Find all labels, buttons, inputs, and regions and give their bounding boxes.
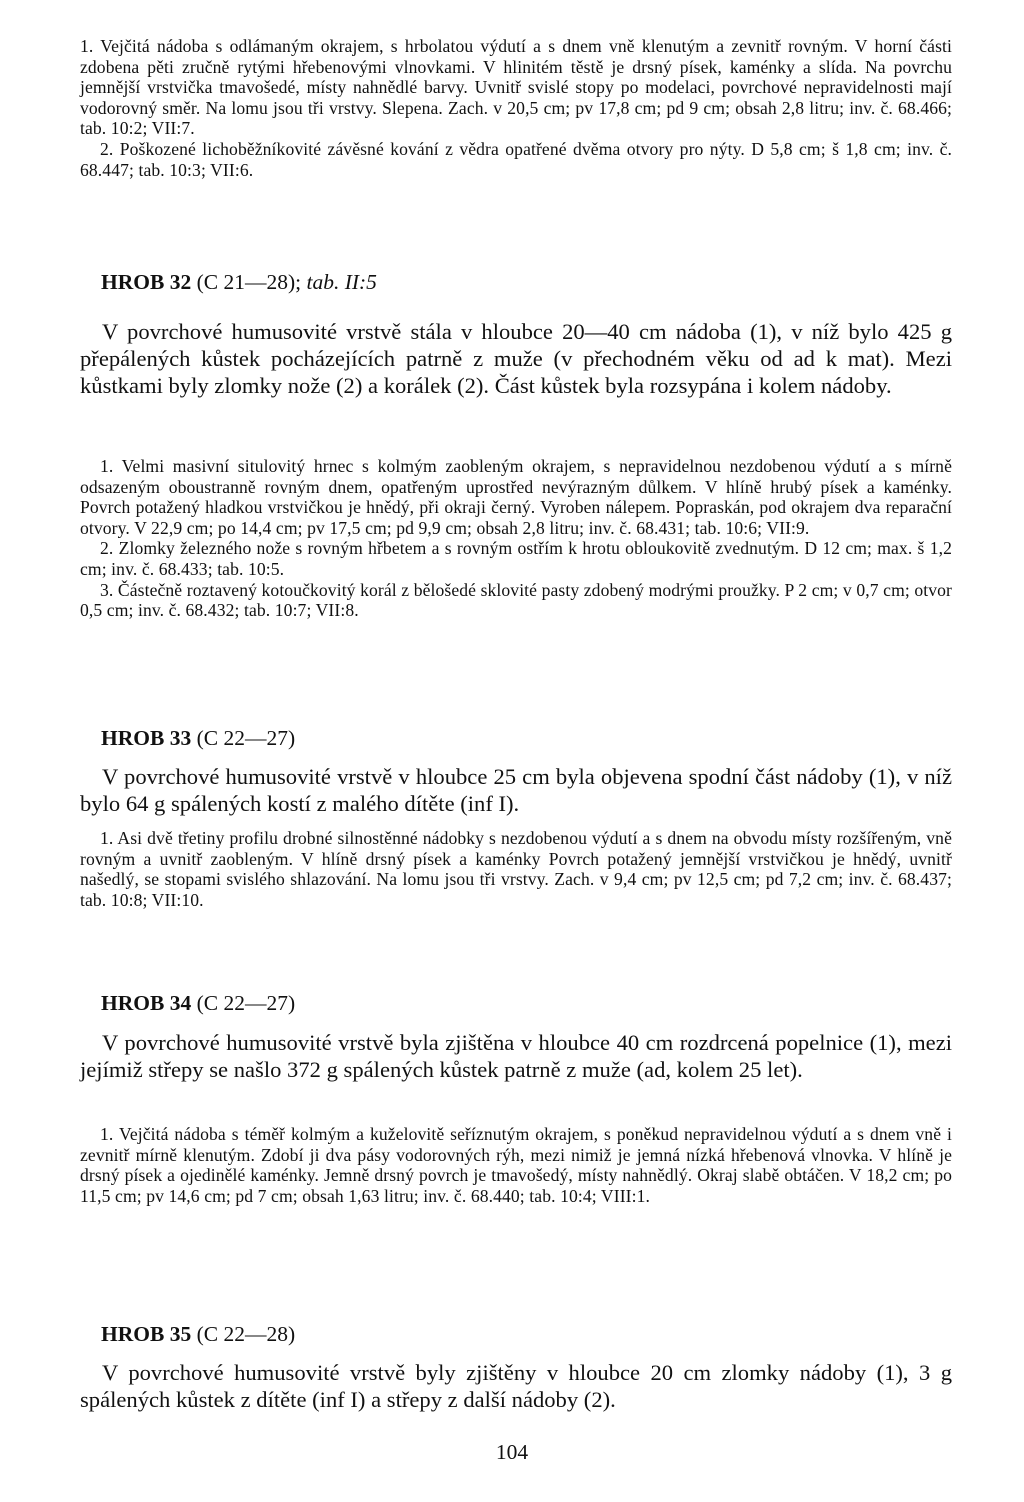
grave-35-heading (101, 1321, 961, 1347)
item-paragraph: 1. Asi dvě třetiny profilu drobné silnostěnné nádobky s nezdobenou výdutí a s dnem na obvodu místy rozšířeným, vně rovným a uvnitř zaobleným. V hlíně drsný písek a kaménky Povrch potažený jemnější vrstvičkou je hnědý, uvnitř našedlý, se stopami svislého shlazování. Na lomu jsou tři vrstvy. Zach. v 9,4 cm; pv 12,5 cm; pd 7,2 cm; inv. č. 68.437; tab. 10:8; VII:10. (80, 828, 952, 910)
grave-reference: (C 22—27) (196, 726, 296, 750)
grave-33-heading (101, 725, 961, 751)
continued-grave-items (80, 36, 952, 180)
item-paragraph: 3. Částečně roztavený kotoučkovitý korál z bělošedé sklovité pasty zdobený modrými proužky. P 2 cm; v 0,7 cm; otvor 0,5 cm; inv. č. 68.432; tab. 10:7; VII:8. (80, 579, 952, 621)
item-paragraph: 2. Poškozené lichoběžníkovité závěsné kování z vědra opatřené dvěma otvory pro nýty. D 5,8 cm; š 1,8 cm; inv. č. 68.447; tab. 10:3; VII:6. (80, 138, 952, 180)
grave-intro: V povrchové humusovité vrstvě byly zjištěny v hloubce 20 cm zlomky nádoby (1), 3 g spálených kůstek z dítěte (inf I) a střepy z další nádoby (2). (80, 1360, 952, 1413)
grave-reference: (C 21—28); (196, 270, 302, 294)
grave-intro: V povrchové humusovité vrstvě v hloubce 25 cm byla objevena spodní část nádoby (1), v níž bylo 64 g spálených kostí z malého dítěte (inf I). (80, 764, 952, 817)
grave-table-reference: tab. II:5 (306, 270, 377, 294)
grave-reference: (C 22—27) (196, 991, 296, 1015)
grave-33-items (80, 828, 952, 910)
grave-title: HROB 35 (101, 1322, 192, 1346)
grave-title: HROB 33 (101, 726, 192, 750)
grave-intro: V povrchové humusovité vrstvě byla zjištěna v hloubce 40 cm rozdrcená popelnice (1), mezi jejímiž střepy se našlo 372 g spálených kůstek patrně z muže (ad, kolem 25 let). (80, 1030, 952, 1083)
grave-34-items (80, 1124, 952, 1206)
grave-title: HROB 34 (101, 991, 192, 1015)
grave-reference: (C 22—28) (196, 1322, 296, 1346)
page-number: 104 (495, 1440, 529, 1464)
item-paragraph: 1. Velmi masivní situlovitý hrnec s kolmým zaobleným okrajem, s nepravidelnou nezdobenou výdutí a s mírně odsazeným oboustranně rovným dnem, opatřeným uprostřed nevýrazným důlkem. V hlíně hrubý písek a kaménky. Povrch potažený hladkou vrstvičkou je hnědý, při okraji černý. Vyroben nálepem. Popraskán, pod okrajem dva reparační otvory. V 22,9 cm; po 14,4 cm; pv 17,5 cm; pd 9,9 cm; obsah 2,8 litru; inv. č. 68.431; tab. 10:6; VII:9. (80, 456, 952, 538)
grave-intro: V povrchové humusovité vrstvě stála v hloubce 20—40 cm nádoba (1), v níž bylo 425 g přepálených kůstek pocházejících patrně z muže (v přechodném věku od ad k mat). Mezi kůstkami byly zlomky nože (2) a korálek (2). Část kůstek byla rozsypána i kolem nádoby. (80, 319, 952, 399)
item-paragraph: 1. Vejčitá nádoba s odlámaným okrajem, s hrbolatou výdutí a s dnem vně klenutým a zevnitř rovným. V horní části zdobena pěti zručně rytými hřebenovými vlnovkami. V hlinitém těstě je drsný písek, kaménky a slída. Na povrchu jemnější vrstvička tmavošedé, místy nahnědlé barvy. Uvnitř svislé stopy po modelaci, povrchové nepravidelnosti mají vodorovný směr. Na lomu jsou tři vrstvy. Slepena. Zach. v 20,5 cm; pv 17,8 cm; pd 9 cm; obsah 2,8 litru; inv. č. 68.466; tab. 10:2; VII:7. (80, 36, 952, 139)
grave-32-items (80, 456, 952, 621)
grave-32-heading (101, 269, 961, 295)
grave-33-description (80, 763, 952, 817)
grave-34-description (80, 1029, 952, 1083)
grave-35-description (80, 1359, 952, 1413)
grave-34-heading (101, 990, 961, 1016)
item-paragraph: 1. Vejčitá nádoba s téměř kolmým a kuželovitě seříznutým okrajem, s poněkud nepravidelnou výdutí a s dnem vně i zevnitř mírně klenutým. Zdobí ji dva pásy vodorovných rýh, mezi nimiž je jemná nízká hřebenová vlnovka. V hlíně je drsný písek a ojedinělé kaménky. Jemně drsný povrch je tmavošedý, místy nahnědlý. Okraj slabě obtáčen. V 18,2 cm; po 11,5 cm; pv 14,6 cm; pd 7 cm; obsah 1,63 litru; inv. č. 68.440; tab. 10:4; VIII:1. (80, 1124, 952, 1206)
grave-title: HROB 32 (101, 270, 192, 294)
item-paragraph: 2. Zlomky železného nože s rovným hřbetem a s rovným ostřím k hrotu obloukovitě zvednutým. D 12 cm; max. š 1,2 cm; inv. č. 68.433; tab. 10:5. (80, 538, 952, 579)
grave-32-description (80, 318, 952, 400)
